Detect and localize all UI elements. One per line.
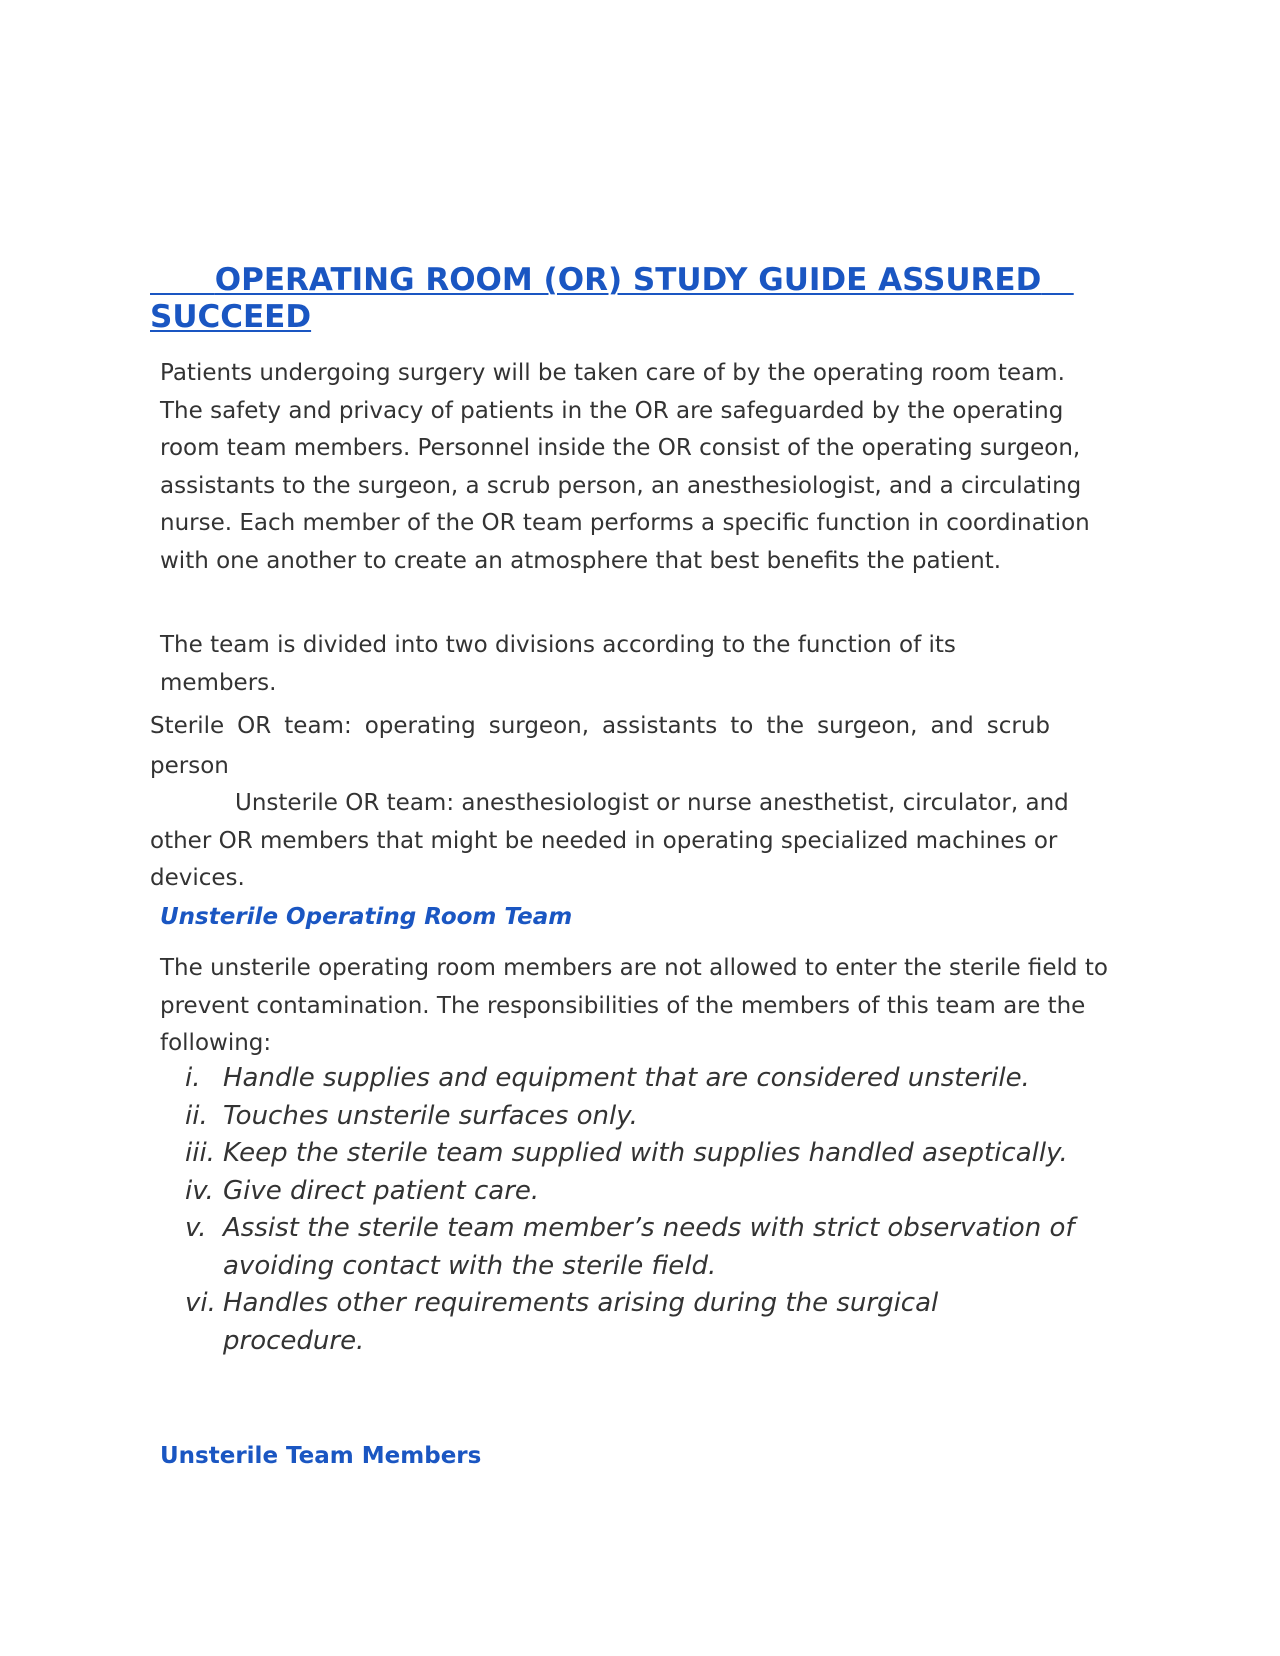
list-marker: vi. [185, 1288, 216, 1318]
unsterile-team-paragraph: Unsterile OR team: anesthesiologist or nurse anesthetist, circulator, and other OR members that might be needed in operating specialized machines or devices. [150, 790, 1069, 891]
list-item-text: Give direct patient care. [223, 1175, 540, 1206]
list-item-text: Touches unsterile surfaces only. [223, 1100, 638, 1131]
list-item-text: Handle supplies and equipment that are considered unsterile. [223, 1063, 1030, 1093]
responsibilities-list [185, 1060, 1085, 1360]
intro-paragraph: Patients undergoing surgery will be taken care of by the operating room team. The safety and privacy of patients in the OR are safeguarded by the operating room team members. Personnel inside the OR consist of the operating surgeon, assistants to the surgeon, a scrub person, an anesthesiologist, and a circulating nurse. Each member of the OR team performs a specific function in coordination with one another to create an atmosphere that best benefits the patient. [160, 360, 1090, 574]
list-item [185, 1060, 1085, 1098]
sterile-team-paragraph: Sterile OR team: operating surgeon, assistants to the surgeon, and scrub person [150, 713, 1050, 779]
list-marker: ii. [185, 1100, 208, 1131]
unsterile-members-heading: Unsterile Team Members [160, 1443, 482, 1469]
list-item-text: Keep the sterile team supplied with supplies handled aseptically. [223, 1138, 1068, 1168]
list-item [185, 1210, 1085, 1285]
list-item [185, 1135, 1085, 1173]
unsterile-section-intro: The unsterile operating room members are not allowed to enter the sterile field to prevent contamination. The responsibilities of the members of this team are the following: [160, 955, 1108, 1056]
list-marker: iii. [185, 1138, 215, 1168]
list-marker: i. [185, 1063, 201, 1093]
team-divisions-paragraph: The team is divided into two divisions according to the function of its members. [160, 632, 956, 696]
list-marker: iv. [185, 1175, 214, 1206]
list-item-text: Handles other requirements arising during the surgical procedure. [223, 1288, 939, 1356]
list-item [185, 1173, 1085, 1211]
list-marker: v. [185, 1213, 207, 1243]
unsterile-section-heading: Unsterile Operating Room Team [160, 904, 573, 930]
list-item-text: Assist the sterile team member’s needs with strict observation of avoiding contact with the sterile field. [223, 1213, 1075, 1281]
document-title: OPERATING ROOM (OR) STUDY GUIDE ASSURED SUCCEED [150, 262, 1074, 335]
list-item [185, 1285, 1085, 1360]
list-item [185, 1098, 1085, 1136]
